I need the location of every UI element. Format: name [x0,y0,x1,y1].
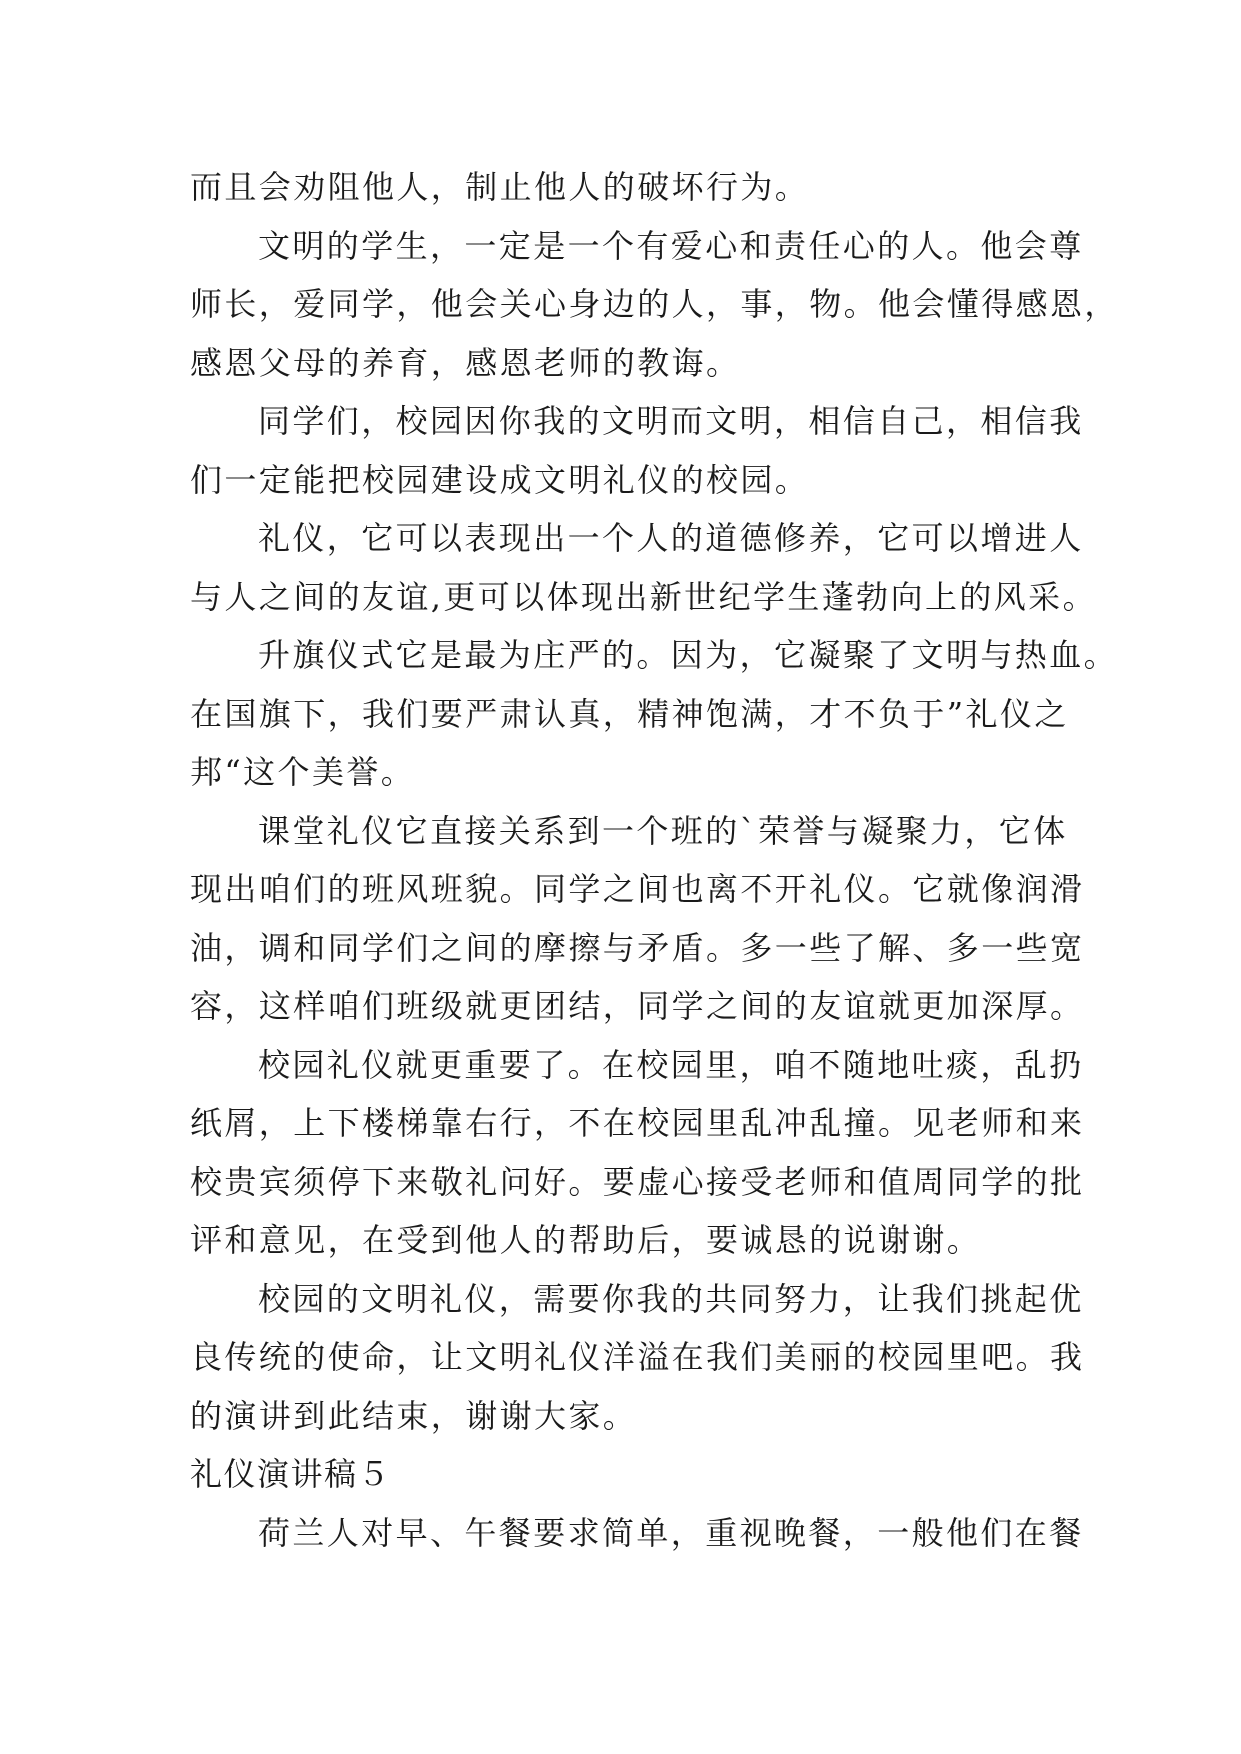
section-heading: 礼仪演讲稿５ [190,1455,392,1493]
paragraph-line: 课堂礼仪它直接关系到一个班的`荣誉与凝聚力，它体 [258,811,1068,850]
paragraph-line: 的演讲到此结束，谢谢大家。 [190,1396,638,1435]
paragraph-line: 而且会劝阻他人，制止他人的破坏行为。 [190,168,810,206]
paragraph-line: 文明的学生，一定是一个有爱心和责任心的人。他会尊 [258,226,1084,265]
paragraph-line: 校贵宾须停下来敬礼问好。要虚心接受老师和值周同学的批 [190,1162,1085,1201]
document-body [190,158,1119,1562]
paragraph-line: 校园礼仪就更重要了。在校园里，咱不随地吐痰，乱扔 [258,1045,1084,1084]
paragraph-line: 良传统的使命，让文明礼仪洋溢在我们美丽的校园里吧。我 [190,1338,1085,1376]
paragraph-line: 礼仪，它可以表现出一个人的道德修养，它可以增进人 [258,519,1084,557]
paragraph-line: 邦“这个美誉。 [190,753,416,791]
paragraph-line: 升旗仪式它是最为庄严的。因为，它凝聚了文明与热血。 [258,636,1119,674]
paragraph-line: 荷兰人对早、午餐要求简单，重视晚餐，一般他们在餐 [258,1513,1084,1552]
paragraph-line: 校园的文明礼仪，需要你我的共同努力，让我们挑起优 [258,1279,1084,1318]
paragraph-line: 纸屑，上下楼梯靠右行，不在校园里乱冲乱撞。见老师和来 [190,1104,1085,1142]
paragraph-line: 感恩父母的养育，感恩老师的教诲。 [190,343,741,382]
paragraph-line: 油，调和同学们之间的摩擦与矛盾。多一些了解、多一些宽 [190,928,1085,967]
paragraph-line: 在国旗下，我们要严肃认真，精神饱满，才不负于”礼仪之 [190,694,1069,733]
paragraph-line: 师长，爱同学，他会关心身边的人，事，物。他会懂得感恩， [190,285,1119,323]
paragraph-line: 容，这样咱们班级就更团结，同学之间的友谊就更加深厚。 [190,987,1085,1025]
paragraph-line: 们一定能把校园建设成文明礼仪的校园。 [190,460,810,499]
paragraph-line: 评和意见，在受到他人的帮助后，要诚恳的说谢谢。 [190,1221,982,1259]
paragraph-line: 现出咱们的班风班貌。同学之间也离不开礼仪。它就像润滑 [190,870,1085,908]
paragraph-line: 同学们，校园因你我的文明而文明，相信自己，相信我 [258,402,1084,440]
paragraph-line: 与人之间的友谊,更可以体现出新世纪学生蓬勃向上的风采。 [190,577,1097,616]
